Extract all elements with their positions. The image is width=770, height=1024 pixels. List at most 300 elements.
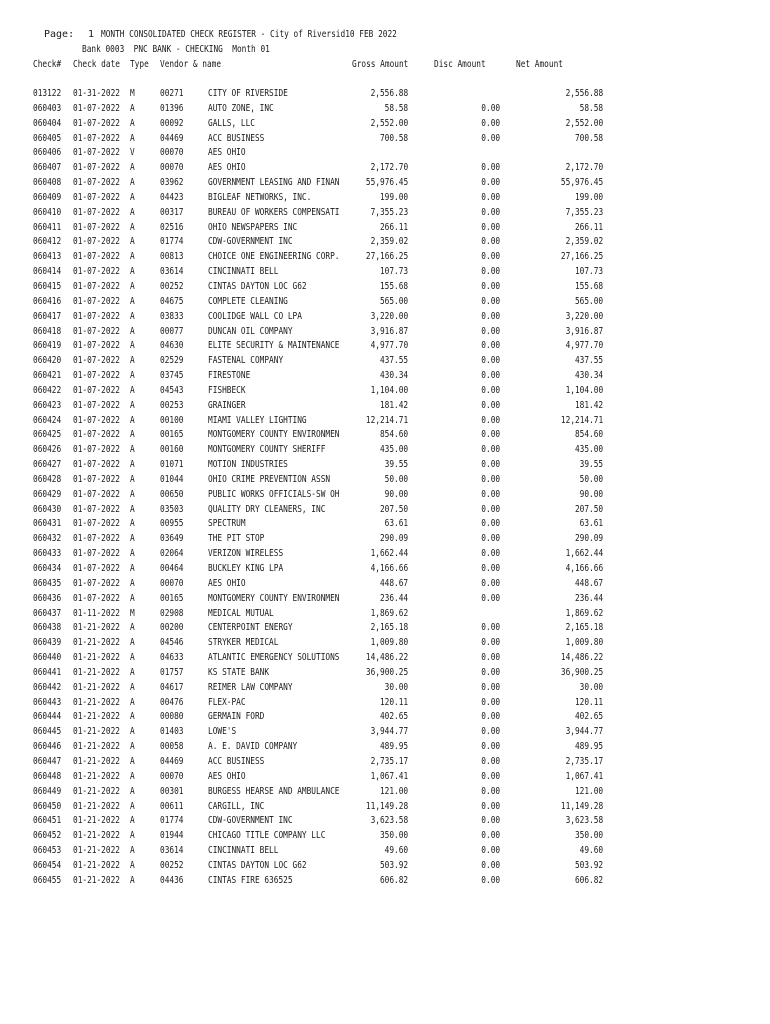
row-net-amount-text: 3,220.00	[565, 310, 603, 322]
row-check-date-text: 01-07-2022	[73, 236, 120, 248]
row-net-amount	[555, 607, 603, 622]
row-vendor-name-text: CINCINNATI BELL	[208, 845, 279, 857]
row-disc-amount-text: 0.00	[481, 429, 500, 441]
row-type-text: A	[130, 459, 135, 471]
row-vendor-number-text: 04423	[160, 191, 184, 203]
row-gross-amount-text: 2,735.17	[370, 755, 408, 767]
row-disc-amount	[476, 250, 500, 265]
row-vendor-name-text: CINCINNATI BELL	[208, 266, 279, 278]
row-net-amount	[567, 399, 603, 414]
row-net-amount	[567, 829, 603, 844]
row-check-number-text: 060448	[33, 770, 62, 782]
row-check-number	[33, 250, 69, 265]
row-type	[130, 562, 136, 577]
row-disc-amount	[476, 399, 500, 414]
table-row	[0, 325, 770, 340]
table-row	[0, 592, 770, 607]
row-vendor-name-text: COOLIDGE WALL CO LPA	[208, 310, 302, 322]
row-vendor-number	[160, 592, 190, 607]
row-vendor-name	[208, 354, 304, 369]
row-vendor-name	[208, 235, 316, 250]
table-row	[0, 235, 770, 250]
row-vendor-name-text: ACC BUSINESS	[208, 132, 265, 144]
row-disc-amount-text: 0.00	[481, 384, 500, 396]
table-row	[0, 710, 770, 725]
row-check-number	[33, 369, 69, 384]
row-check-date-text: 01-21-2022	[73, 652, 120, 664]
row-vendor-name	[208, 636, 298, 651]
row-check-date-text: 01-07-2022	[73, 459, 120, 471]
row-net-amount-text: 11,149.28	[560, 800, 603, 812]
row-gross-amount	[360, 384, 408, 399]
row-net-amount-text: 489.95	[574, 741, 603, 753]
row-net-amount	[567, 295, 603, 310]
row-type	[130, 488, 136, 503]
row-net-amount	[555, 814, 603, 829]
row-check-date	[73, 206, 133, 221]
row-vendor-number	[160, 132, 190, 147]
row-disc-amount-text: 0.00	[481, 711, 500, 723]
row-gross-amount	[354, 176, 408, 191]
row-net-amount-text: 63.61	[579, 518, 603, 530]
row-vendor-name-text: VERIZON WIRELESS	[208, 548, 284, 560]
row-gross-amount-text: 49.60	[384, 845, 408, 857]
table-row	[0, 770, 770, 785]
table-row	[0, 517, 770, 532]
row-disc-amount	[476, 800, 500, 815]
row-type	[130, 607, 136, 622]
row-vendor-name-text: CDW-GOVERNMENT INC	[208, 815, 293, 827]
row-type	[130, 592, 136, 607]
row-check-date	[73, 829, 133, 844]
row-vendor-number	[160, 235, 190, 250]
row-check-number-text: 060407	[33, 162, 62, 174]
row-check-date	[73, 443, 133, 458]
row-vendor-number-text: 02908	[160, 607, 184, 619]
row-gross-amount	[360, 755, 408, 770]
row-check-date-text: 01-07-2022	[73, 429, 120, 441]
bank-info	[82, 43, 323, 57]
row-gross-amount-text: 700.58	[379, 132, 408, 144]
row-net-amount	[573, 473, 603, 488]
row-disc-amount	[476, 740, 500, 755]
row-vendor-name	[208, 770, 256, 785]
row-gross-amount-text: 50.00	[384, 473, 408, 485]
row-check-number-text: 060424	[33, 414, 62, 426]
row-vendor-number-text: 01071	[160, 459, 184, 471]
row-gross-amount	[378, 681, 408, 696]
row-net-amount-text: 90.00	[579, 488, 603, 500]
row-type-text: A	[130, 266, 135, 278]
row-type	[130, 206, 136, 221]
row-type	[130, 725, 136, 740]
col-type-label: Type	[130, 59, 149, 70]
row-vendor-name	[208, 829, 359, 844]
row-gross-amount-text: 3,916.87	[370, 325, 408, 337]
row-vendor-name	[208, 859, 334, 874]
table-row	[0, 503, 770, 518]
row-vendor-name-text: BUCKLEY KING LPA	[208, 563, 284, 574]
col-net	[516, 58, 576, 72]
row-gross-amount	[372, 280, 408, 295]
row-disc-amount-text: 0.00	[481, 236, 500, 248]
row-check-number	[33, 770, 69, 785]
row-vendor-number	[160, 458, 190, 473]
row-check-number-text: 060447	[33, 755, 62, 767]
row-type	[130, 681, 136, 696]
row-gross-amount	[372, 503, 408, 518]
row-vendor-name-text: CENTERPOINT ENERGY	[208, 622, 293, 634]
row-type-text: A	[130, 355, 135, 367]
row-vendor-number-text: 03745	[160, 370, 184, 382]
row-type	[130, 785, 136, 800]
row-check-date	[73, 725, 133, 740]
row-net-amount-text: 448.67	[574, 577, 603, 589]
row-check-number-text: 013122	[33, 88, 62, 99]
row-gross-amount	[360, 562, 408, 577]
row-type-text: A	[130, 548, 135, 560]
row-net-amount-text: 7,355.23	[565, 206, 603, 218]
table-row	[0, 132, 770, 147]
row-disc-amount-text: 0.00	[481, 592, 500, 604]
row-check-date	[73, 651, 133, 666]
row-vendor-name-text: PUBLIC WORKS OFFICIALS-SW OH	[208, 488, 340, 500]
row-check-number-text: 060419	[33, 340, 62, 352]
row-check-number	[33, 517, 69, 532]
row-vendor-name	[208, 250, 377, 265]
row-check-number	[33, 859, 69, 874]
row-vendor-name-text: OHIO CRIME PREVENTION ASSN	[208, 473, 331, 485]
row-disc-amount-text: 0.00	[481, 859, 500, 871]
row-check-date	[73, 755, 133, 770]
row-vendor-name-text: AES OHIO	[208, 770, 246, 782]
row-check-date	[73, 636, 133, 651]
row-gross-amount	[360, 310, 408, 325]
table-row	[0, 621, 770, 636]
row-vendor-name	[208, 725, 244, 740]
row-type-text: M	[130, 88, 135, 99]
row-vendor-number	[160, 161, 190, 176]
row-type-text: A	[130, 859, 135, 871]
row-gross-amount-text: 121.00	[379, 785, 408, 797]
row-gross-amount	[354, 800, 408, 815]
row-type-text: A	[130, 503, 135, 515]
row-check-number-text: 060416	[33, 295, 62, 307]
row-net-amount-text: 2,165.18	[565, 622, 603, 634]
row-check-number-text: 060441	[33, 666, 62, 678]
row-check-date-text: 01-21-2022	[73, 666, 120, 678]
row-net-amount	[555, 161, 603, 176]
table-row	[0, 681, 770, 696]
row-gross-amount	[360, 87, 408, 102]
row-vendor-name	[208, 517, 256, 532]
row-net-amount	[555, 562, 603, 577]
row-net-amount	[573, 488, 603, 503]
row-vendor-number	[160, 547, 190, 562]
row-check-number	[33, 503, 69, 518]
row-disc-amount-text: 0.00	[481, 755, 500, 767]
row-net-amount	[567, 132, 603, 147]
row-check-number	[33, 666, 69, 681]
bank-info-text: Bank 0003 PNC BANK - CHECKING Month 01	[82, 44, 270, 55]
row-vendor-number-text: 00813	[160, 251, 184, 263]
row-gross-amount	[360, 636, 408, 651]
row-gross-amount	[354, 666, 408, 681]
row-type	[130, 265, 136, 280]
col-check-date	[73, 58, 133, 72]
row-vendor-number-text: 00070	[160, 162, 184, 174]
table-row	[0, 874, 770, 889]
row-disc-amount-text: 0.00	[481, 503, 500, 515]
row-net-amount	[555, 87, 603, 102]
row-disc-amount	[476, 874, 500, 889]
table-row	[0, 414, 770, 429]
row-vendor-name-text: MONTGOMERY COUNTY SHERIFF	[208, 444, 326, 456]
table-row	[0, 250, 770, 265]
row-check-number-text: 060425	[33, 429, 62, 441]
row-net-amount-text: 2,735.17	[565, 755, 603, 767]
row-check-number-text: 060452	[33, 830, 62, 842]
row-check-date	[73, 310, 133, 325]
row-check-date	[73, 814, 133, 829]
row-type-text: A	[130, 370, 135, 382]
row-check-number	[33, 651, 69, 666]
row-net-amount	[567, 577, 603, 592]
column-headers	[0, 58, 770, 72]
row-vendor-name	[208, 710, 280, 725]
row-gross-amount	[372, 710, 408, 725]
row-vendor-name	[208, 755, 280, 770]
row-gross-amount-text: 4,977.70	[370, 340, 408, 352]
row-vendor-name-text: FASTENAL COMPANY	[208, 355, 284, 367]
row-disc-amount	[476, 785, 500, 800]
row-check-number	[33, 532, 69, 547]
row-check-date	[73, 265, 133, 280]
row-vendor-number-text: 01044	[160, 473, 184, 485]
row-net-amount	[555, 636, 603, 651]
row-vendor-name	[208, 414, 334, 429]
row-check-date	[73, 161, 133, 176]
row-vendor-name	[208, 295, 310, 310]
row-vendor-name-text: GRAINGER	[208, 399, 246, 411]
row-check-number	[33, 428, 69, 443]
row-type-text: A	[130, 800, 135, 812]
row-disc-amount	[476, 235, 500, 250]
table-row	[0, 176, 770, 191]
table-row	[0, 800, 770, 815]
row-gross-amount-text: 1,662.44	[370, 548, 408, 560]
row-net-amount-text: 1,104.00	[565, 384, 603, 396]
row-vendor-name-text: MONTGOMERY COUNTY ENVIRONMEN	[208, 592, 340, 604]
row-vendor-number-text: 00253	[160, 399, 184, 411]
row-vendor-number-text: 00058	[160, 741, 184, 753]
row-type-text: A	[130, 488, 135, 500]
row-disc-amount	[476, 488, 500, 503]
row-check-number-text: 060426	[33, 444, 62, 456]
row-vendor-number	[160, 414, 190, 429]
row-type	[130, 458, 136, 473]
row-net-amount	[555, 725, 603, 740]
row-vendor-number	[160, 265, 190, 280]
row-disc-amount-text: 0.00	[481, 444, 500, 456]
row-check-date-text: 01-21-2022	[73, 800, 120, 812]
table-row	[0, 755, 770, 770]
row-net-amount	[555, 770, 603, 785]
row-net-amount-text: 39.55	[579, 459, 603, 471]
row-gross-amount	[360, 117, 408, 132]
row-vendor-number-text: 04469	[160, 132, 184, 144]
row-disc-amount-text: 0.00	[481, 622, 500, 634]
row-check-number-text: 060430	[33, 503, 62, 515]
row-check-date-text: 01-07-2022	[73, 266, 120, 278]
row-vendor-number	[160, 666, 190, 681]
row-disc-amount-text: 0.00	[481, 295, 500, 307]
row-vendor-name-text: GALLS, LLC	[208, 117, 255, 129]
row-type-text: A	[130, 533, 135, 545]
row-vendor-name-text: CINTAS DAYTON LOC G62	[208, 280, 307, 292]
row-net-amount-text: 700.58	[574, 132, 603, 144]
row-vendor-name-text: GOVERNMENT LEASING AND FINAN	[208, 177, 340, 189]
row-gross-amount-text: 27,166.25	[365, 251, 408, 263]
table-row	[0, 814, 770, 829]
row-check-date-text: 01-21-2022	[73, 637, 120, 649]
row-check-number	[33, 354, 69, 369]
row-check-date-text: 01-07-2022	[73, 325, 120, 337]
row-gross-amount-text: 435.00	[379, 444, 408, 456]
row-net-amount-text: 854.60	[574, 429, 603, 441]
row-net-amount-text: 27,166.25	[560, 251, 603, 263]
row-check-number-text: 060413	[33, 251, 62, 263]
row-disc-amount	[476, 755, 500, 770]
row-check-date-text: 01-07-2022	[73, 177, 120, 189]
row-disc-amount	[476, 132, 500, 147]
row-disc-amount-text: 0.00	[481, 785, 500, 797]
row-gross-amount-text: 489.95	[379, 741, 408, 753]
row-gross-amount-text: 58.58	[384, 102, 408, 114]
row-net-amount	[555, 384, 603, 399]
row-net-amount	[549, 250, 603, 265]
row-disc-amount	[476, 725, 500, 740]
row-net-amount-text: 12,214.71	[560, 414, 603, 426]
row-disc-amount	[476, 102, 500, 117]
row-vendor-number	[160, 651, 190, 666]
col-vendor-label: Vendor & name	[160, 59, 222, 70]
row-vendor-name	[208, 740, 322, 755]
row-vendor-number	[160, 295, 190, 310]
row-type	[130, 547, 136, 562]
table-row	[0, 607, 770, 622]
row-check-number	[33, 117, 69, 132]
row-vendor-number	[160, 681, 190, 696]
row-disc-amount-text: 0.00	[481, 310, 500, 322]
row-check-number	[33, 339, 69, 354]
row-vendor-name	[208, 117, 268, 132]
row-check-date-text: 01-07-2022	[73, 399, 120, 411]
row-type	[130, 176, 136, 191]
row-disc-amount-text: 0.00	[481, 102, 500, 114]
row-vendor-name	[208, 696, 256, 711]
row-vendor-number-text: 00070	[160, 147, 184, 159]
row-type-text: A	[130, 340, 135, 352]
row-disc-amount	[476, 621, 500, 636]
row-gross-amount-text: 2,359.02	[370, 236, 408, 248]
row-gross-amount	[378, 488, 408, 503]
row-check-number-text: 060436	[33, 592, 62, 604]
row-vendor-name	[208, 592, 377, 607]
row-gross-amount	[360, 206, 408, 221]
row-vendor-number-text: 00611	[160, 800, 184, 812]
row-gross-amount-text: 236.44	[379, 592, 408, 604]
row-check-number-text: 060455	[33, 874, 62, 886]
row-gross-amount	[360, 339, 408, 354]
row-check-number-text: 060404	[33, 117, 62, 129]
row-disc-amount	[476, 339, 500, 354]
col-check-date-label: Check date	[73, 59, 120, 70]
row-type-text: A	[130, 577, 135, 589]
report-title-line	[0, 28, 770, 42]
row-vendor-number-text: 00200	[160, 622, 184, 634]
row-vendor-number-text: 04436	[160, 874, 184, 886]
row-check-date	[73, 740, 133, 755]
row-vendor-number-text: 00100	[160, 414, 184, 426]
row-vendor-number	[160, 874, 190, 889]
row-disc-amount	[476, 814, 500, 829]
row-type-text: A	[130, 711, 135, 723]
row-vendor-number	[160, 102, 190, 117]
row-check-number-text: 060423	[33, 399, 62, 411]
row-vendor-name-text: AUTO ZONE, INC	[208, 102, 274, 114]
row-check-number	[33, 488, 69, 503]
row-net-amount-text: 199.00	[574, 191, 603, 203]
row-net-amount	[567, 785, 603, 800]
row-disc-amount	[476, 428, 500, 443]
row-gross-amount-text: 12,214.71	[365, 414, 408, 426]
row-vendor-number-text: 04546	[160, 637, 184, 649]
table-row	[0, 161, 770, 176]
row-check-date	[73, 221, 133, 236]
row-gross-amount	[354, 414, 408, 429]
row-vendor-number-text: 04469	[160, 755, 184, 767]
row-vendor-name	[208, 265, 298, 280]
row-vendor-number	[160, 770, 190, 785]
row-type-text: A	[130, 414, 135, 426]
row-check-date	[73, 800, 133, 815]
row-net-amount	[549, 800, 603, 815]
row-check-date-text: 01-07-2022	[73, 533, 120, 545]
row-vendor-name	[208, 651, 377, 666]
row-check-date-text: 01-07-2022	[73, 340, 120, 352]
row-vendor-number-text: 00271	[160, 88, 184, 99]
row-check-date-text: 01-07-2022	[73, 251, 120, 263]
row-check-date-text: 01-21-2022	[73, 845, 120, 857]
row-vendor-name	[208, 785, 377, 800]
row-vendor-name-text: GERMAIN FORD	[208, 711, 265, 723]
row-vendor-number	[160, 325, 190, 340]
row-disc-amount-text: 0.00	[481, 800, 500, 812]
row-gross-amount-text: 199.00	[379, 191, 408, 203]
row-vendor-name	[208, 176, 377, 191]
row-check-date-text: 01-07-2022	[73, 102, 120, 114]
row-check-date	[73, 458, 133, 473]
row-check-number-text: 060421	[33, 370, 62, 382]
row-disc-amount	[476, 414, 500, 429]
row-vendor-name	[208, 161, 256, 176]
row-type-text: A	[130, 726, 135, 738]
row-disc-amount-text: 0.00	[481, 726, 500, 738]
row-vendor-number	[160, 636, 190, 651]
row-vendor-number-text: 01403	[160, 726, 184, 738]
row-disc-amount-text: 0.00	[481, 325, 500, 337]
